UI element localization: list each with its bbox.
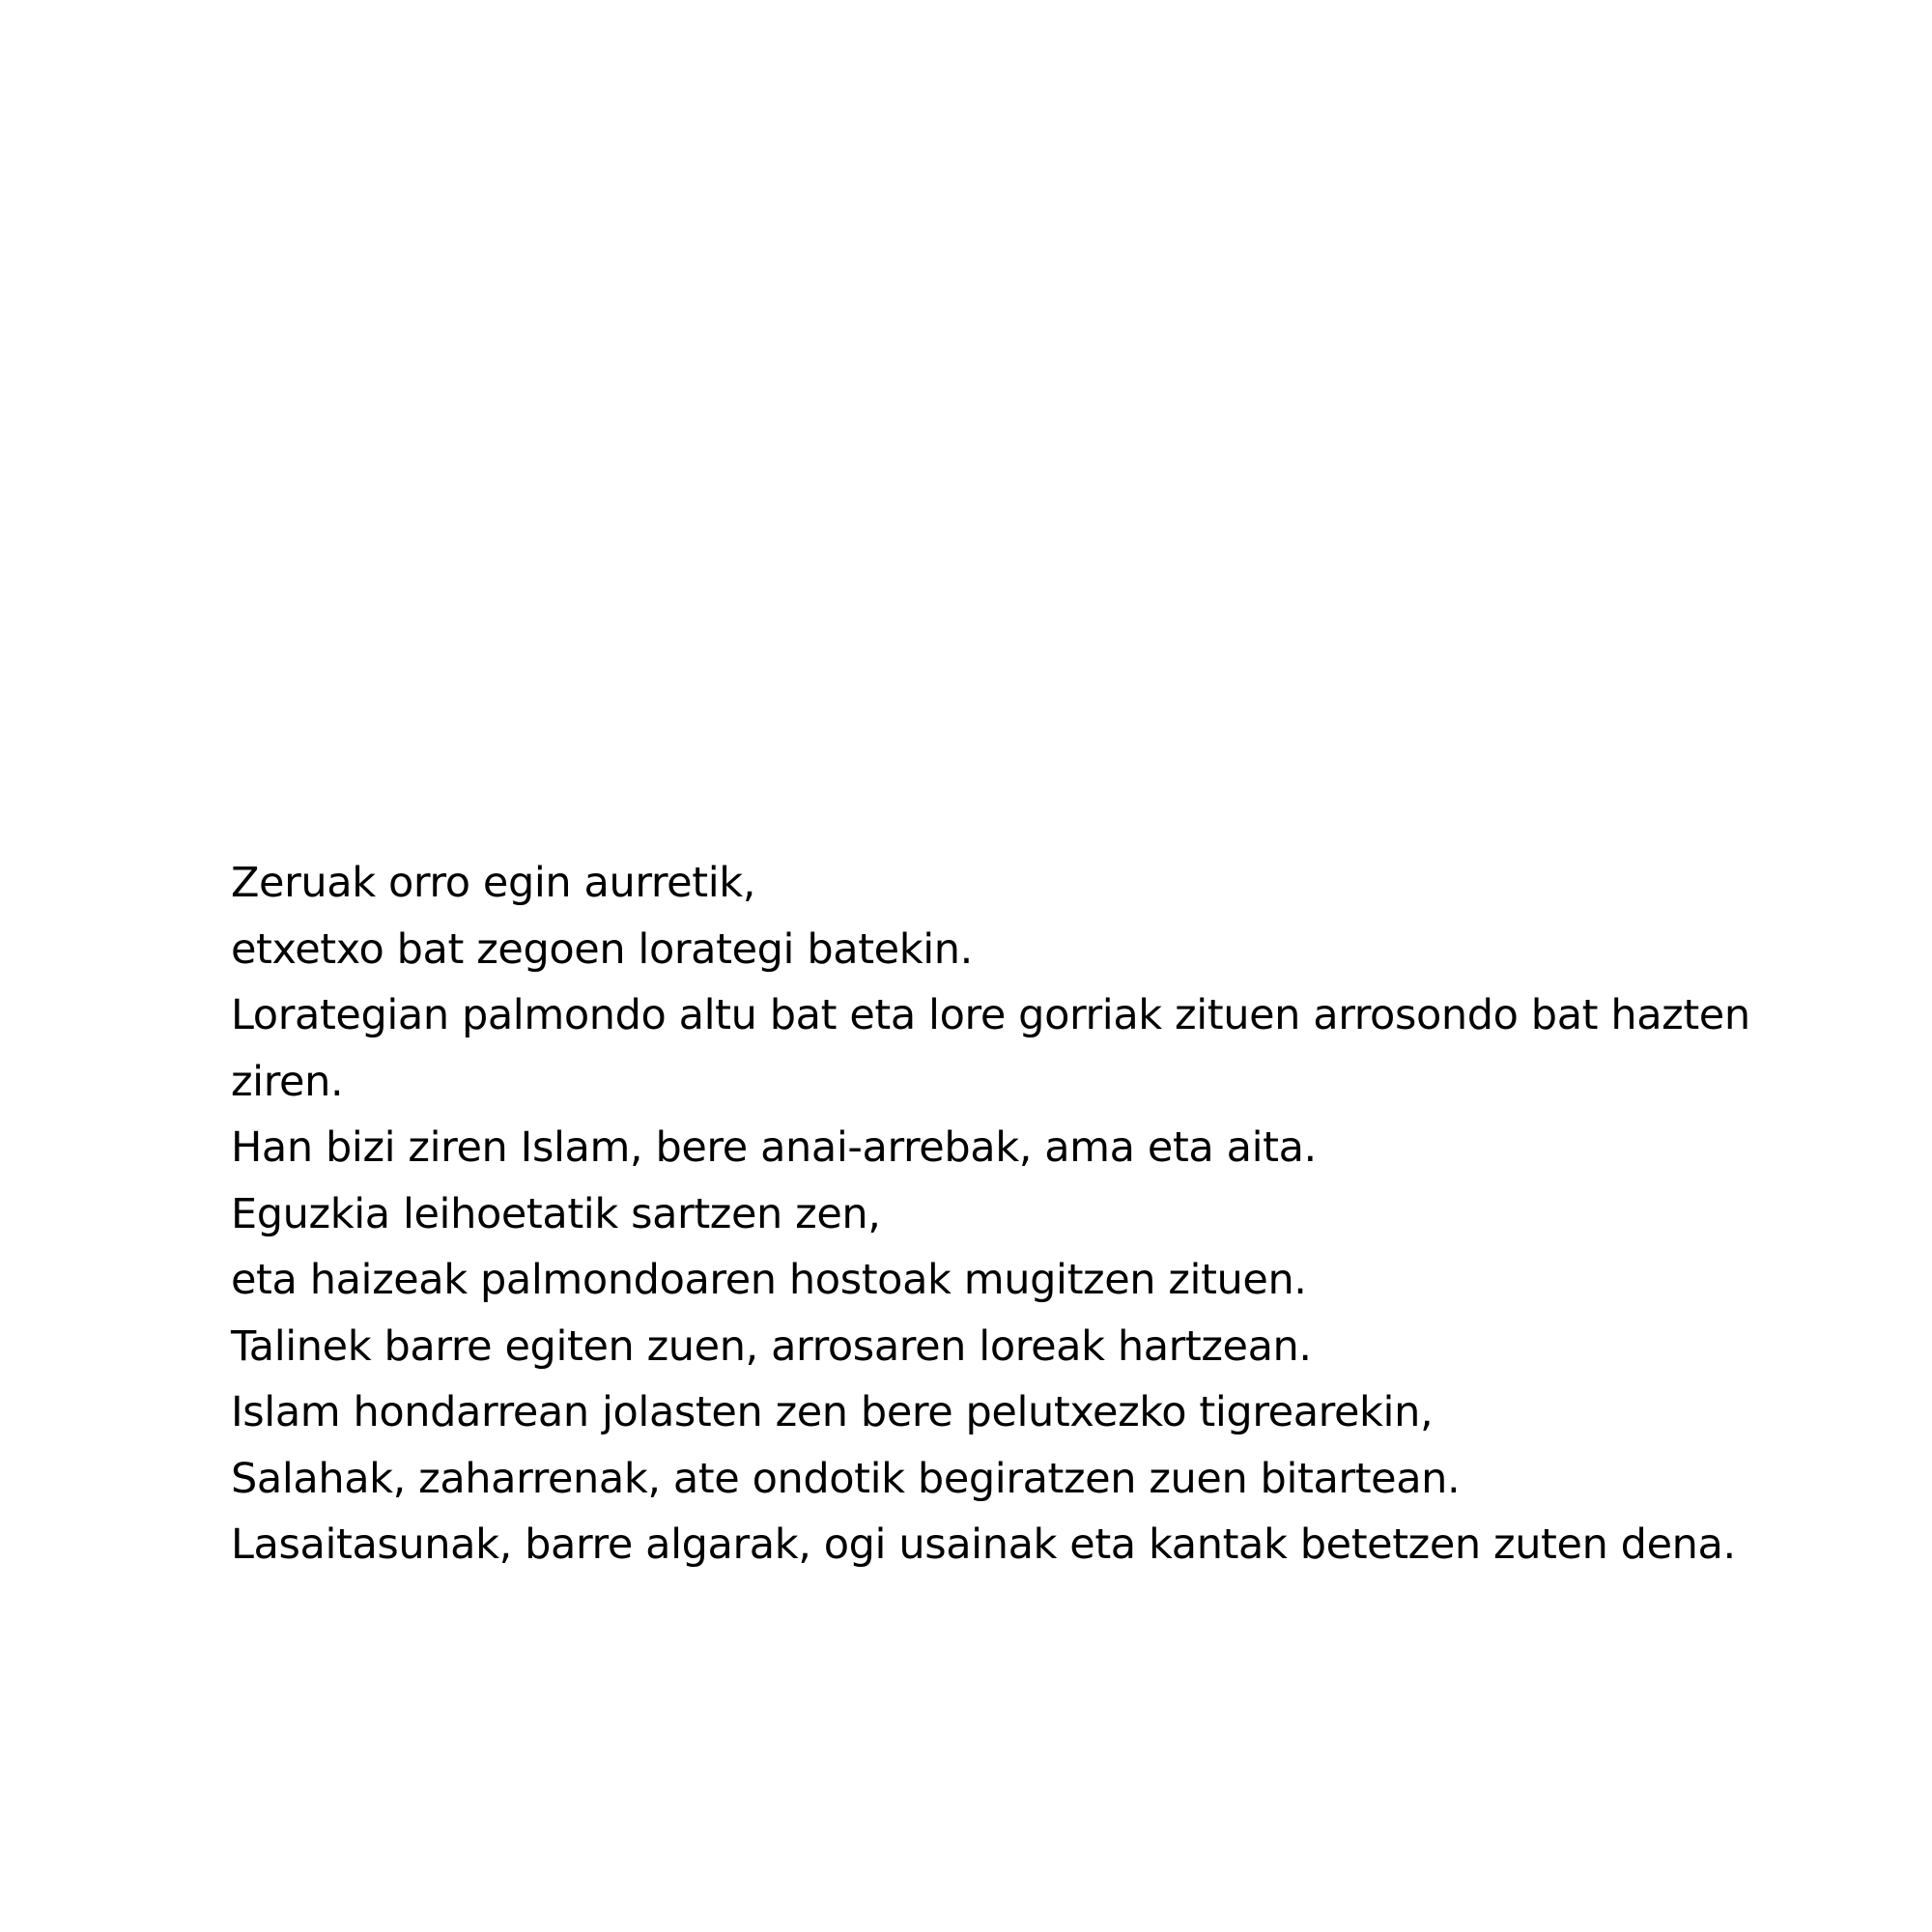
story-line-4: ziren. <box>231 1057 344 1106</box>
story-line-10: Salahak, zaharrenak, ate ondotik begiratzen zuen bitartean. <box>231 1454 1461 1503</box>
story-line-8: Talinek barre egiten zuen, arrosaren loreak hartzean. <box>231 1321 1312 1371</box>
story-line-5: Han bizi ziren Islam, bere anai-arrebak, ama eta aita. <box>231 1123 1317 1172</box>
story-text <box>231 850 1776 1578</box>
story-line-3: Lorategian palmondo altu bat eta lore gorriak zituen arrosondo bat hazten <box>231 991 1750 1039</box>
story-line-2: etxetxo bat zegoen lorategi batekin. <box>231 924 973 974</box>
story-line-9: Islam hondarrean jolasten zen bere pelutxezko tigrearekin, <box>231 1388 1434 1436</box>
story-line-11: Lasaitasunak, barre algarak, ogi usainak eta kantak betetzen zuten dena. <box>231 1520 1736 1569</box>
story-line-6: Eguzkia leihoetatik sartzen zen, <box>231 1189 881 1238</box>
story-line-7: eta haizeak palmondoaren hostoak mugitzen zituen. <box>231 1256 1307 1304</box>
story-line-1: Zeruak orro egin aurretik, <box>231 859 756 907</box>
